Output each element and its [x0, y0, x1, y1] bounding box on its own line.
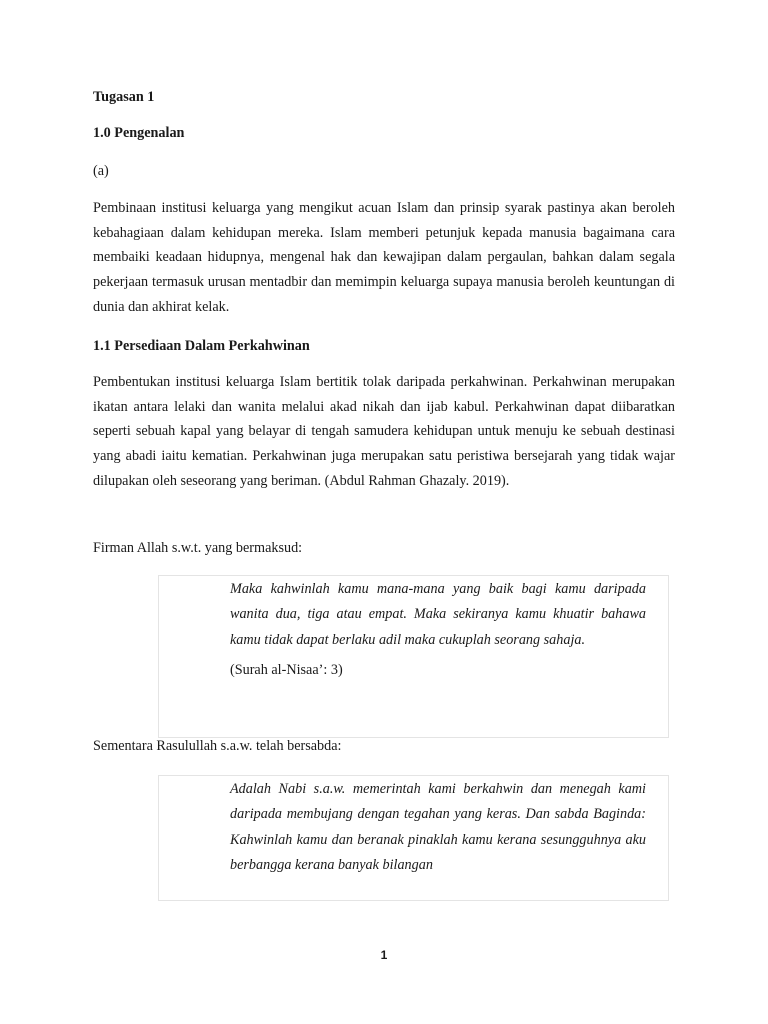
- section-heading: 1.1 Persediaan Dalam Perkahwinan: [93, 338, 310, 354]
- quran-quote-text: Maka kahwinlah kamu mana-mana yang baik bagi kamu daripada wanita dua, tiga atau empat. Maka sekiranya kamu khuatir bahawa kamu tidak dapat berlaku adil maka cukuplah seorang sahaja.: [230, 581, 646, 648]
- intro-heading: 1.0 Pengenalan: [93, 125, 185, 141]
- task-heading: Tugasan 1: [93, 89, 155, 105]
- section-paragraph: Pembentukan institusi keluarga Islam bertitik tolak daripada perkahwinan. Perkahwinan merupakan ikatan antara lelaki dan wanita melalui akad nikah dan ijab kabul. Perkahwinan dapat diibaratkan seperti sebuah kapal yang belayar di tengah samudera kehidupan untuk menuju ke sebuah destinasi yang abadi iaitu kematian. Perkahwinan juga merupakan satu peristiwa bersejarah yang tidak wajar dilupakan oleh seseorang yang beriman. (Abdul Rahman Ghazaly. 2019).: [93, 374, 675, 489]
- page-number: 1: [380, 948, 388, 962]
- quran-quote-reference: (Surah al-Nisaa’: 3): [230, 661, 343, 678]
- quran-quote-box: [158, 575, 669, 738]
- quote2-intro: Sementara Rasulullah s.a.w. telah bersabda:: [93, 738, 342, 754]
- hadith-quote-text: Adalah Nabi s.a.w. memerintah kami berkahwin dan menegah kami daripada membujang dengan tegahan yang keras. Dan sabda Baginda: Kahwinlah kamu dan beranak pinaklah kamu kerana sesungguhnya aku berbangga kerana banyak bilangan: [230, 781, 646, 873]
- intro-paragraph: Pembinaan institusi keluarga yang mengikut acuan Islam dan prinsip syarak pastinya akan beroleh kebahagiaan dalam kehidupan mereka. Islam memberi petunjuk kepada manusia bagaimana cara membaiki keadaan hidupnya, mengenal hak dan kewajipan dalam pergaulan, bahkan dalam segala pekerjaan termasuk urusan mentadbir dan memimpin keluarga supaya manusia beroleh keuntungan di dunia dan akhirat kelak.: [93, 200, 675, 315]
- sub-label-a: (a): [93, 163, 109, 179]
- quote1-intro: Firman Allah s.w.t. yang bermaksud:: [93, 540, 303, 556]
- hadith-quote-box: [158, 775, 669, 901]
